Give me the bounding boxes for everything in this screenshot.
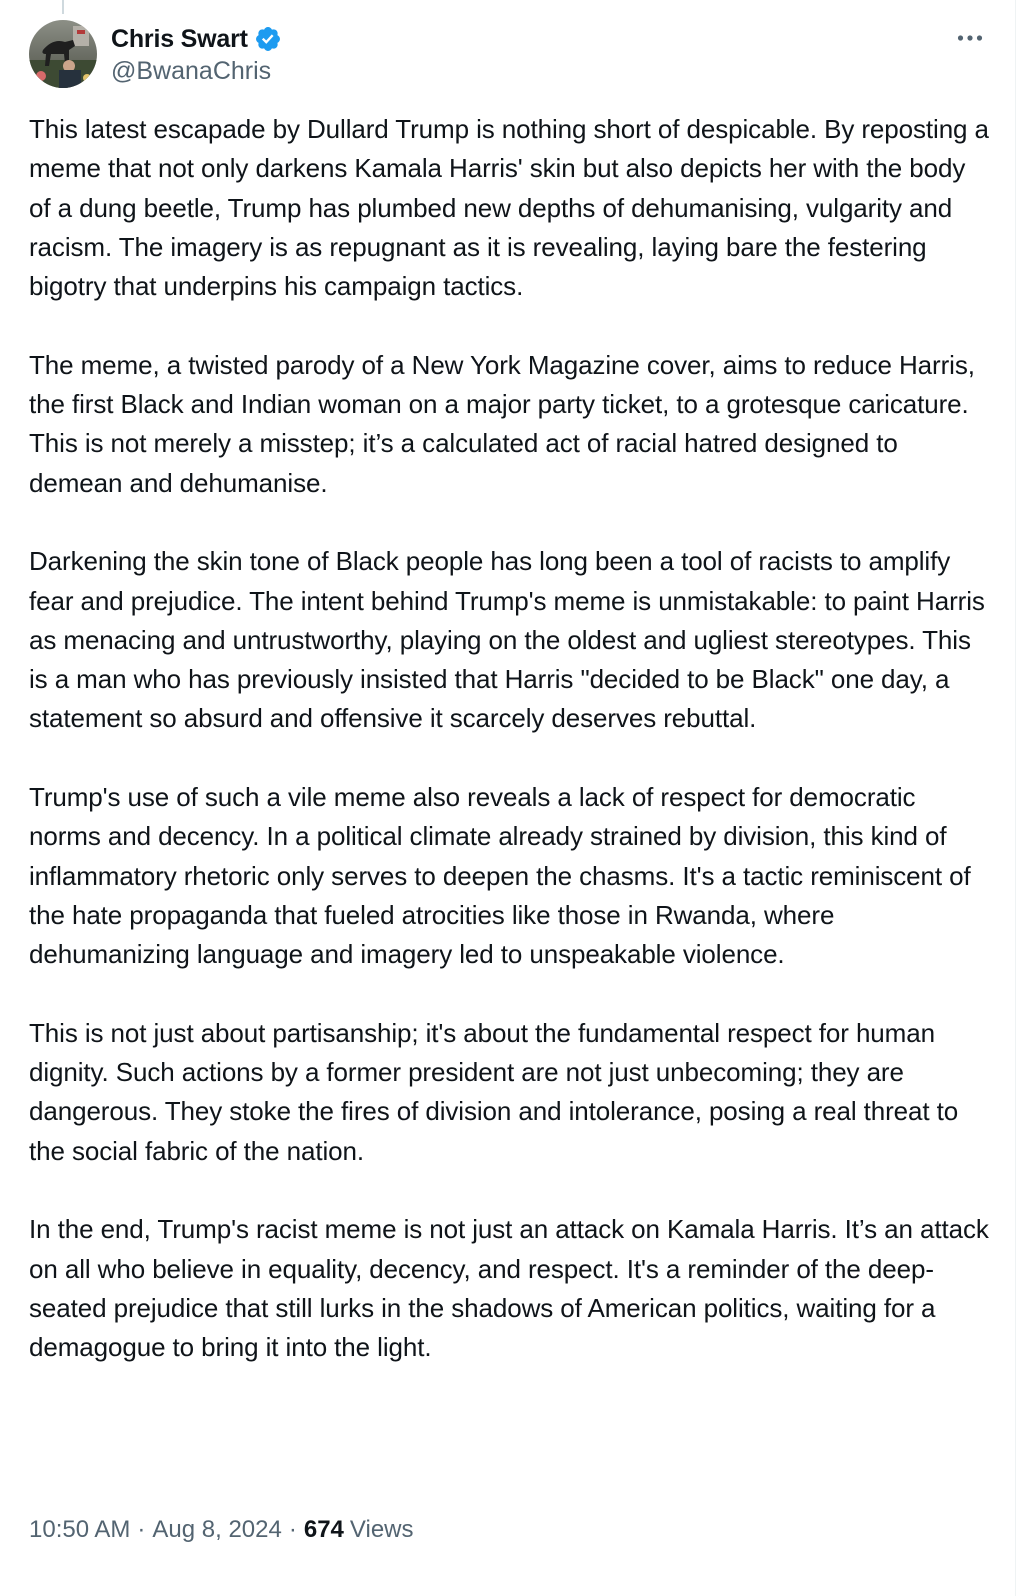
tweet-paragraph: In the end, Trump's racist meme is not just an attack on Kamala Harris. It’s an attack on all who believe in equality, decency, and respect. It's a reminder of the deep-seated prejudice that still lurks in the shadows of American politics, waiting for a demagogue to bring it into the light. (29, 1214, 989, 1363)
tweet-paragraph: Trump's use of such a vile meme also reveals a lack of respect for democratic norms and decency. In a political climate already strained by division, this kind of inflammatory rhetoric only serves to deepen the chasms. It's a tactic reminiscent of the hate propaganda that fueled atrocities like those in Rwanda, where dehumanizing language and imagery led to unspeakable violence. (29, 782, 971, 970)
more-options-button[interactable] (953, 26, 987, 50)
views-label: Views (349, 1516, 414, 1543)
avatar[interactable] (29, 20, 97, 88)
author-names (111, 22, 282, 86)
views-count[interactable]: 674 (303, 1516, 344, 1543)
author-name-row (111, 22, 282, 56)
author-handle[interactable]: @BwanaChris (111, 57, 272, 85)
tweet-date[interactable]: Aug 8, 2024 (152, 1516, 282, 1543)
tweet-header (29, 20, 987, 92)
tweet-paragraph: This is not just about partisanship; it's about the fundamental respect for human dignity. Such actions by a former president are not just unbecoming; they are dangerous. They stoke the fires of division and intolerance, posing a real threat to the social fabric of the nation. (29, 1017, 959, 1166)
meta-separator: · (288, 1516, 297, 1543)
tweet-paragraph: This latest escapade by Dullard Trump is nothing short of despicable. By reposting a meme that not only darkens Kamala Harris' skin but also depicts her with the body of a dung beetle, Trump has plumbed new depths of dehumanising, vulgarity and racism. The imagery is as repugnant as it is revealing, laying bare the festering bigotry that underpins his campaign tactics. (29, 114, 989, 302)
more-horizontal-icon (957, 34, 983, 42)
tweet-meta (29, 1512, 414, 1548)
avatar-photo (29, 20, 97, 88)
meta-separator: · (137, 1516, 146, 1543)
thread-connector (62, 0, 64, 14)
tweet-time[interactable]: 10:50 AM (29, 1516, 131, 1543)
tweet-paragraph: The meme, a twisted parody of a New York Magazine cover, aims to reduce Harris, the first Black and Indian woman on a major party ticket, to a grotesque caricature. This is not merely a misstep; it’s a calculated act of racial hatred designed to demean and dehumanise. (29, 349, 975, 498)
tweet-text (29, 110, 989, 1368)
tweet-paragraph: Darkening the skin tone of Black people has long been a tool of racists to amplify fear and prejudice. The intent behind Trump's meme is unmistakable: to paint Harris as menacing and untrustworthy, playing on the oldest and ugliest stereotypes. This is a man who has previously insisted that Harris "decided to be Black" one day, a statement so absurd and offensive it scarcely deserves rebuttal. (29, 546, 985, 734)
verified-badge-icon[interactable] (254, 25, 282, 53)
author-display-name[interactable]: Chris Swart (111, 24, 248, 53)
